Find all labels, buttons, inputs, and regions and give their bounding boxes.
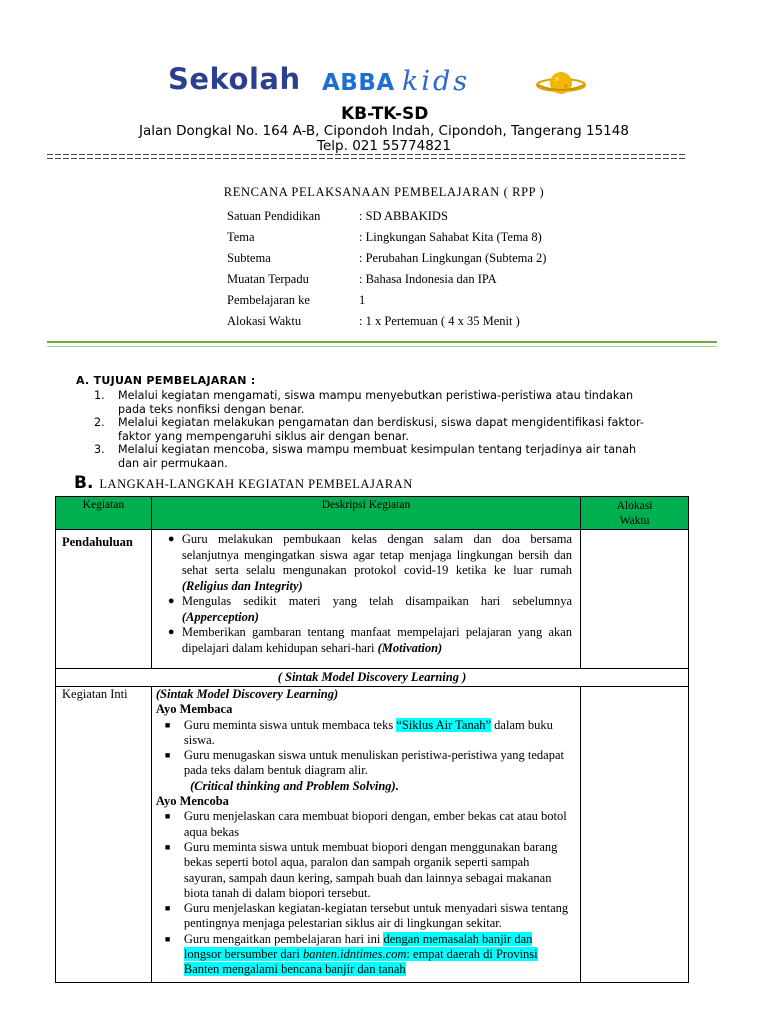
row-label: Pendahuluan: [56, 530, 152, 669]
info-value: : 1 x Pertemuan ( 4 x 35 Menit ): [359, 314, 520, 328]
info-label: Satuan Pendidikan: [227, 209, 321, 223]
list-item: ■ Guru mengaitkan pembelajaran hari ini dengan memasalah banjir dan longsor bersumber dari banten.idntimes.com: empat daerah di Provinsi Banten mengalami bencana banjir dan tanah: [164, 931, 538, 977]
green-divider-thin: [47, 346, 717, 347]
row-allocation: [581, 530, 689, 669]
item-text: Melalui kegiatan mencoba, siswa mampu membuat kesimpulan tentang terjadinya air tanah dan air permukaan.: [118, 443, 637, 470]
list-item: ■ Guru menjelaskan kegiatan-kegiatan tersebut untuk menyadari siswa tentang pentingnya menjaga pelestarian siklus air di lingkungan sekitar.: [164, 901, 569, 931]
list-item: ● Mengulas sedikit materi yang telah disampaikan hari sebelumnya (Apperception): [167, 594, 573, 624]
item-text: Melalui kegiatan melakukan pengamatan dan berdiskusi, siswa dapat mengidentifikasi faktor-faktor yang mempengaruhi siklus air dengan benar.: [118, 416, 644, 443]
table-row-sintak: [56, 669, 689, 687]
school-phone: Telp. 021 55774821: [317, 138, 451, 154]
info-value: : Lingkungan Sahabat Kita (Tema 8): [359, 230, 542, 244]
info-value: 1: [359, 293, 366, 307]
section-b-letter: B.: [74, 473, 94, 493]
sintak-label: (Sintak Model Discovery Learning): [155, 687, 339, 701]
planet-logo-icon: [535, 66, 587, 102]
list-item: ■ Guru meminta siswa untuk membuat biopori dengan menggunakan barang bekas seperti botol aqua, paralon dan sampah organik seperti sampah sayuran, sampah daun kering, sampah buah dan lainnya sebagai makanan biota tanah di dalam biopori tersebut.: [164, 839, 558, 900]
table-row-pendahuluan: [56, 530, 689, 669]
header-kegiatan: Kegiatan: [56, 497, 152, 530]
item-number: 1.: [94, 389, 105, 402]
list-item: ■ Guru meminta siswa untuk membaca teks “Siklus Air Tanah” dalam buku siswa.: [164, 717, 553, 747]
list-item: ● Guru melakukan pembukaan kelas dengan salam dan doa bersama selanjutnya mengingatkan siswa agar tetap menjaga lingkungan bersih dan sehat serta selalu mengunakan protokol covid-19 ketika ke luar rumah (Religius dan Integrity): [167, 532, 573, 593]
section-b-title: LANGKAH-LANGKAH KEGIATAN PEMBELAJARAN: [99, 477, 413, 491]
header-deskripsi: Deskripsi Kegiatan: [151, 497, 580, 530]
item-number: 3.: [94, 443, 105, 457]
info-value: : Perubahan Lingkungan (Subtema 2): [359, 251, 547, 265]
sintak-row: ( Sintak Model Discovery Learning ): [56, 669, 689, 687]
item-text: Melalui kegiatan mengamati, siswa mampu menyebutkan peristiwa-peristiwa atau tindakan pada teks nonfiksi dengan benar.: [118, 389, 634, 416]
info-value: : Bahasa Indonesia dan IPA: [359, 272, 497, 286]
header-double-divider: [47, 154, 687, 166]
info-label: Tema: [227, 230, 255, 244]
row-description: [151, 687, 580, 983]
section-b-heading: [74, 473, 413, 493]
school-level-title: KB-TK-SD: [341, 104, 429, 124]
row-allocation: [581, 687, 689, 983]
ayo-mencoba-heading: Ayo Mencoba: [155, 794, 229, 809]
objectives-list: [94, 389, 654, 471]
activities-table: [55, 496, 689, 983]
document-title: RENCANA PELAKSANAAN PEMBELAJARAN ( RPP ): [223, 185, 545, 199]
row-description: [151, 530, 580, 669]
table-header-row: [56, 497, 689, 530]
list-item: [94, 389, 654, 416]
row-label: Kegiatan Inti: [56, 687, 152, 983]
list-item: ■ Guru menugaskan siswa untuk menuliskan peristiwa-peristiwa yang tedapat pada teks dalam bentuk diagram alir. (Critical thinking and Problem Solving).: [164, 748, 564, 793]
info-label: Muatan Terpadu: [227, 272, 309, 286]
list-item: [94, 416, 654, 443]
table-row-inti: [56, 687, 689, 983]
info-value: : SD ABBAKIDS: [359, 209, 448, 223]
school-address: Jalan Dongkal No. 164 A-B, Cipondoh Indah, Cipondoh, Tangerang 15148: [139, 123, 629, 139]
info-label: Subtema: [227, 251, 271, 265]
green-divider: [47, 341, 717, 343]
header-alokasi: Alokasi Waktu: [581, 497, 689, 530]
logo-word-kids: kids: [402, 66, 471, 97]
info-label: Pembelajaran ke: [227, 293, 310, 307]
logo-word-abba: ABBA: [322, 70, 395, 96]
list-item: ■ Guru menjelaskan cara membuat biopori dengan, ember bekas cat atau botol aqua bekas: [164, 809, 567, 839]
list-item: [94, 443, 654, 470]
info-label: Alokasi Waktu: [227, 314, 302, 328]
logo-word-sekolah: Sekolah: [168, 62, 301, 96]
ayo-membaca-heading: Ayo Membaca: [155, 702, 233, 717]
list-item: ● Memberikan gambaran tentang manfaat mempelajari pelajaran yang akan dipelajari dalam kehidupan sehari-hari (Motivation): [167, 625, 573, 655]
item-number: 2.: [94, 416, 105, 430]
section-a-heading: A. TUJUAN PEMBELAJARAN :: [76, 374, 256, 387]
